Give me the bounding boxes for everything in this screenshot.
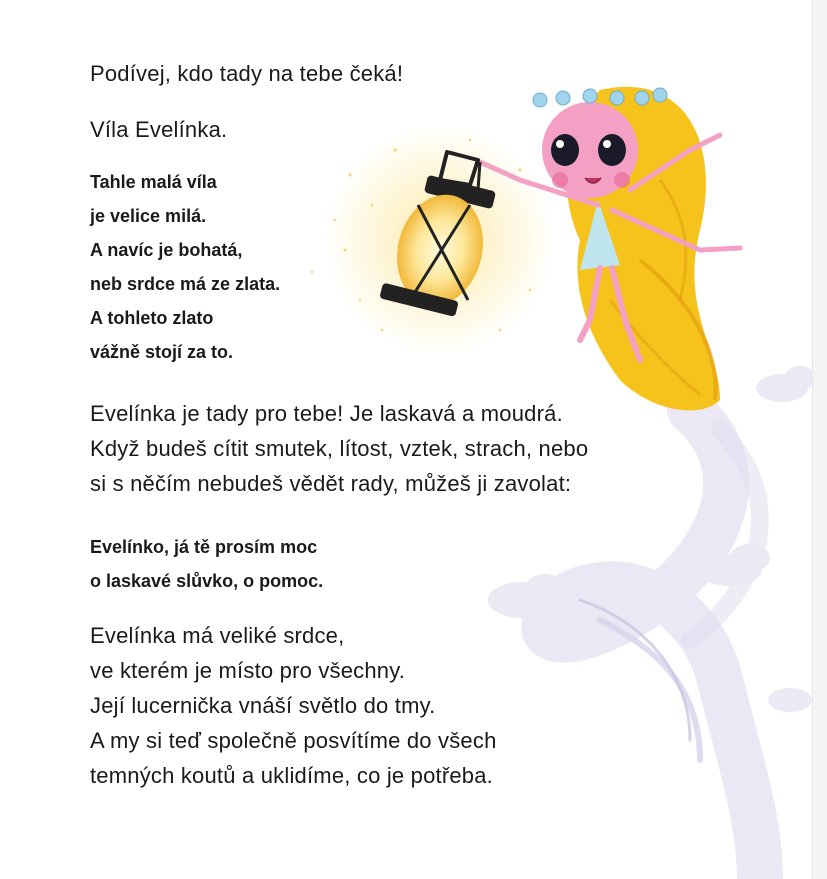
poem-line: Evelínko, já tě prosím moc [90, 537, 318, 557]
paragraph-line: si s něčím nebudeš vědět rady, můžeš ji zavolat: [90, 471, 572, 496]
paragraph-line: Její lucernička vnáší světlo do tmy. [90, 693, 436, 718]
poem-line: neb srdce má ze zlata. [90, 274, 281, 294]
paragraph-line: Když budeš cítit smutek, lítost, vztek, strach, nebo [90, 436, 589, 461]
poem-line: Tahle malá víla [90, 172, 217, 192]
paragraph-line: ve kterém je místo pro všechny. [90, 658, 406, 683]
fairy-face [542, 102, 638, 198]
poem-line: A tohleto zlato [90, 308, 214, 328]
intro-line-2: Víla Evelínka. [90, 117, 228, 142]
magic-swirl [544, 410, 760, 879]
paragraph-line: Evelínka má veliké srdce, [90, 623, 345, 648]
poem-verse-1 [90, 165, 280, 369]
poem-line: vážně stojí za to. [90, 342, 234, 362]
paragraph-line: Evelínka je tady pro tebe! Je laskavá a moudrá. [90, 401, 563, 426]
paragraph-line: temných koutů a uklidíme, co je potřeba. [90, 763, 493, 788]
page-gutter [812, 0, 827, 879]
fairy-illustration [280, 70, 812, 879]
poem-line: A navíc je bohatá, [90, 240, 243, 260]
paragraph-line: A my si teď společně posvítíme do všech [90, 728, 497, 753]
intro-line-1: Podívej, kdo tady na tebe čeká! [90, 61, 404, 86]
poem-line: o laskavé slůvko, o pomoc. [90, 571, 324, 591]
poem-line: je velice milá. [90, 206, 207, 226]
